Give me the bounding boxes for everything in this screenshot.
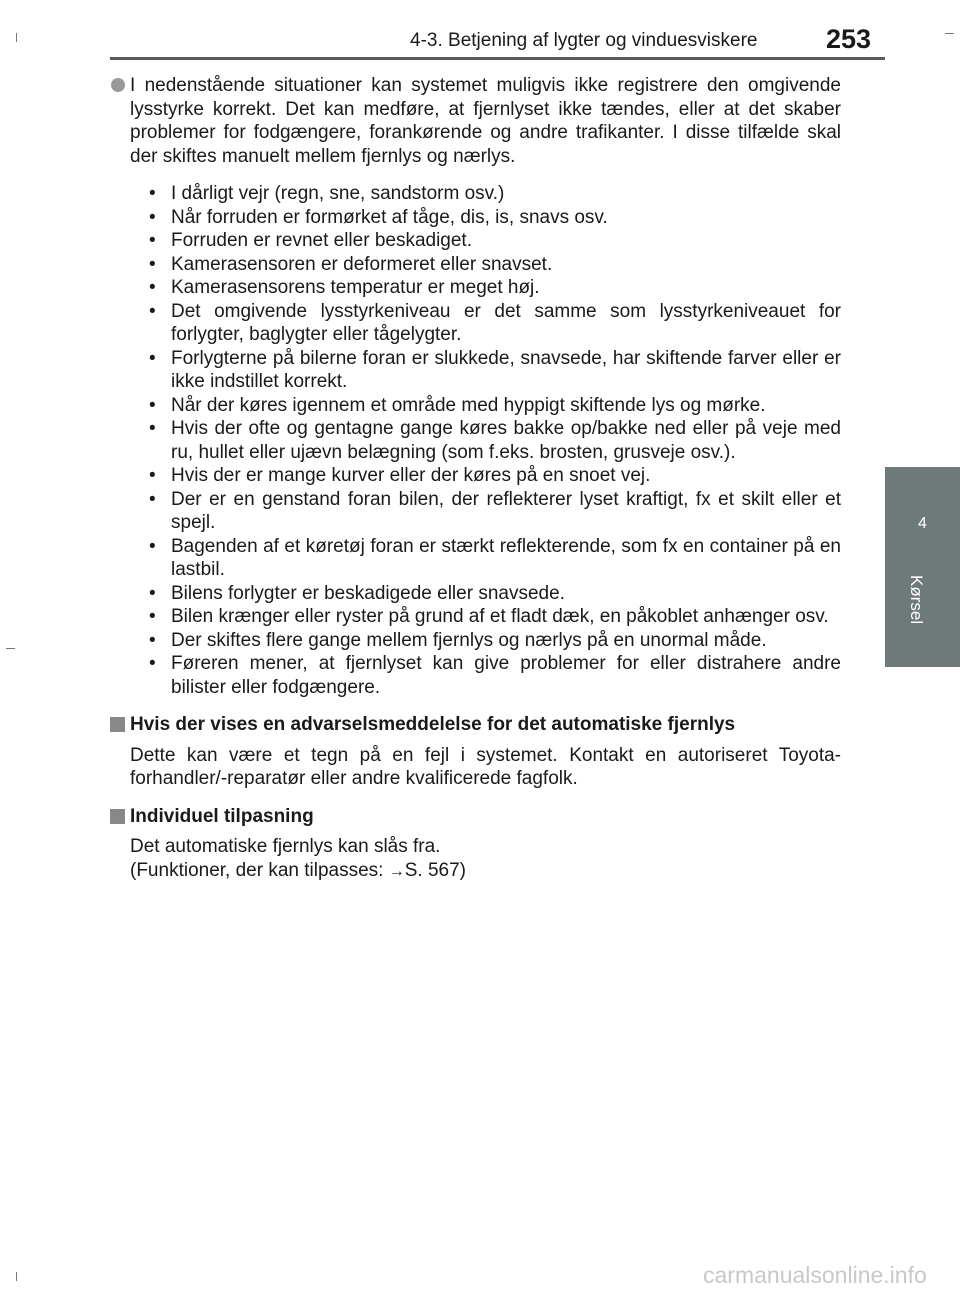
list-item: • Hvis der er mange kurver eller der køres på en snoet vej. — [149, 464, 841, 488]
list-item: • Kamerasensoren er deformeret eller snavset. — [149, 253, 841, 277]
customization-heading-text: Individuel tilpasning — [130, 805, 314, 827]
list-item: • Forlygterne på bilerne foran er slukkede, snavsede, har skiftende farver eller er ikke indstillet korrekt. — [149, 347, 841, 394]
chapter-label: Kørsel — [907, 575, 926, 625]
customization-body — [109, 835, 841, 883]
page-content — [109, 74, 841, 883]
warning-heading-text: Hvis der vises en advarselsmeddelelse for det automatiske fjernlys — [130, 714, 736, 735]
list-item: • I dårligt vejr (regn, sne, sandstorm osv.) — [149, 182, 841, 206]
footer-watermark-logo: carmanualsonline.info — [703, 1262, 927, 1288]
list-item: • Hvis der ofte og gentagne gange køres bakke op/bakke ned eller på veje med ru, hullet eller ujævn belægning (som f.eks. brosten, grusveje osv.). — [149, 417, 841, 464]
warning-body: Dette kan være et tegn på en fejl i systemet. Kontakt en autoriseret Toyota-forhandler/-reparatør eller andre kvalificerede fagfolk. — [130, 744, 841, 789]
customization-heading — [109, 805, 841, 829]
list-item: • Der skiftes flere gange mellem fjernlys og nærlys på en unormal måde. — [149, 629, 841, 653]
customization-line-2-prefix: (Funktioner, der kan tilpasses: — [130, 859, 389, 881]
crop-mark — [6, 648, 15, 649]
list-item: • Når forruden er formørket af tåge, dis, is, snavs osv. — [149, 206, 841, 230]
list-item: • Føreren mener, at fjernlyset kan give problemer for eller distrahere andre bilister eller fodgængere. — [149, 652, 841, 699]
square-bullet-icon — [110, 717, 125, 732]
section-title: 4-3. Betjening af lygter og vinduesviskere — [410, 30, 758, 51]
warning-heading — [109, 713, 841, 737]
page-number: 253 — [826, 24, 872, 54]
warning-section — [109, 713, 841, 791]
page-header — [0, 0, 960, 66]
list-item: • Når der køres igennem et område med hyppigt skiftende lys og mørke. — [149, 394, 841, 418]
list-item: • Det omgivende lysstyrkeniveau er det samme som lysstyrkeniveauet for forlygter, baglygter eller tågelygter. — [149, 300, 841, 347]
square-bullet-icon — [110, 809, 125, 824]
intro-paragraph — [109, 74, 841, 168]
crop-mark — [16, 33, 17, 42]
list-item: • Forruden er revnet eller beskadiget. — [149, 229, 841, 253]
crop-mark — [945, 33, 954, 34]
list-item: • Bilen krænger eller ryster på grund af et fladt dæk, en påkoblet anhænger osv. — [149, 605, 841, 629]
crop-mark — [16, 1272, 17, 1281]
customization-section — [109, 805, 841, 884]
list-item: • Bagenden af et køretøj foran er stærkt reflekterende, som fx en container på en lastbil. — [149, 535, 841, 582]
customization-line-1: Det automatiske fjernlys kan slås fra. — [130, 836, 441, 857]
condition-list — [109, 182, 841, 699]
chapter-tab — [885, 467, 960, 667]
bullet-dot-icon — [111, 78, 125, 92]
arrow-right-icon: → — [388, 862, 405, 880]
intro-text: I nedenstående situationer kan systemet muligvis ikke registrere den omgivende lysstyrke korrekt. Det kan medføre, at fjernlyset ikke tændes, eller at det skaber problemer for fodgængere, forankørende og andre trafikanter. I disse tilfælde skal der skiftes manuelt mellem fjernlys og nærlys. — [130, 75, 841, 167]
chapter-number: 4 — [918, 515, 927, 532]
list-item: • Bilens forlygter er beskadigede eller snavsede. — [149, 582, 841, 606]
page-reference-link[interactable]: S. 567) — [404, 859, 467, 881]
header-rule — [110, 57, 885, 60]
list-item: • Der er en genstand foran bilen, der reflekterer lyset kraftigt, fx et skilt eller et spejl. — [149, 488, 841, 535]
list-item: • Kamerasensorens temperatur er meget høj. — [149, 276, 841, 300]
